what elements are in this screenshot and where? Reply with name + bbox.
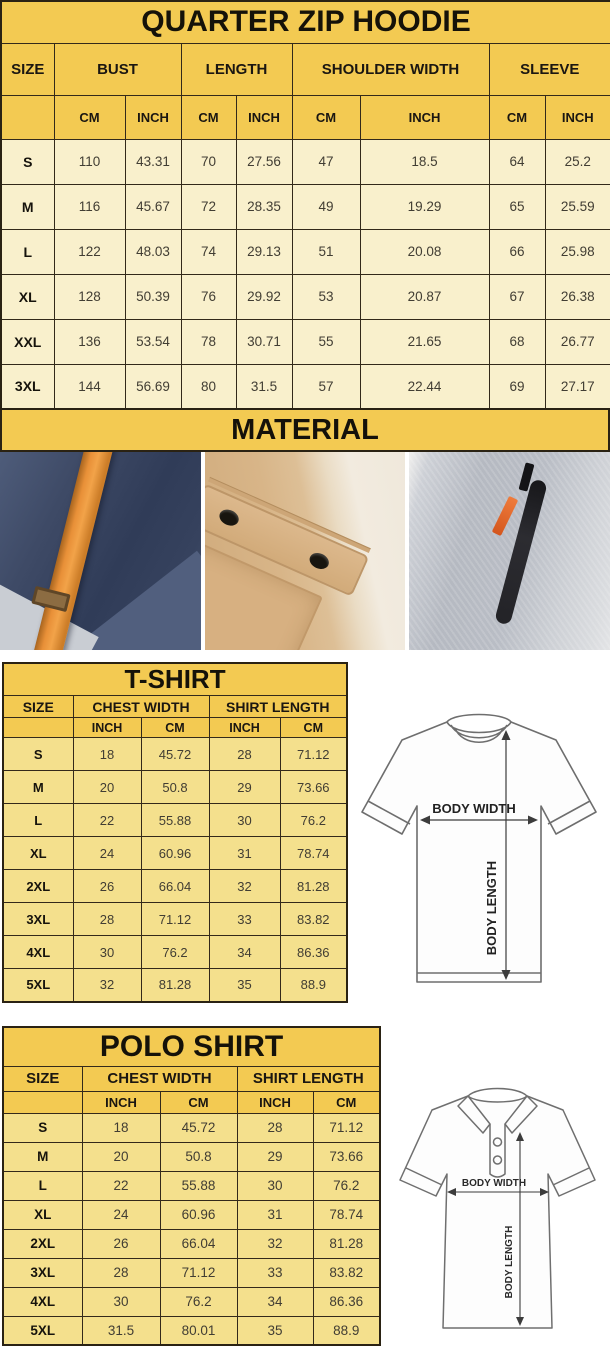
- size-label-cell: 3XL: [1, 364, 54, 409]
- group-header-size: SIZE: [1, 43, 54, 95]
- value-cell: 34: [237, 1287, 313, 1316]
- table-row: [1, 364, 610, 409]
- group-header-size: SIZE: [3, 696, 73, 718]
- value-cell: 50.8: [160, 1142, 237, 1171]
- unit-header-cell: CM: [160, 1091, 237, 1113]
- value-cell: 76.2: [141, 936, 209, 969]
- hoodie-title-row: [1, 1, 610, 43]
- value-cell: 22.44: [360, 364, 489, 409]
- value-cell: 60.96: [141, 837, 209, 870]
- value-cell: 66: [489, 229, 545, 274]
- group-header-length: LENGTH: [181, 43, 292, 95]
- polo-measure-diagram: [390, 1072, 602, 1344]
- value-cell: 78.74: [313, 1200, 380, 1229]
- value-cell: 64: [489, 139, 545, 184]
- value-cell: 128: [54, 274, 125, 319]
- size-label-cell: S: [3, 738, 73, 771]
- table-row: [3, 804, 347, 837]
- group-header-shirt-length: SHIRT LENGTH: [209, 696, 347, 718]
- zipper-pull-orange: [492, 496, 519, 536]
- value-cell: 144: [54, 364, 125, 409]
- value-cell: 22: [73, 804, 141, 837]
- value-cell: 83.82: [313, 1258, 380, 1287]
- value-cell: 25.98: [545, 229, 610, 274]
- unit-header-cell: INCH: [73, 718, 141, 738]
- unit-header-cell: INCH: [237, 1091, 313, 1113]
- tshirt-table-title: T-SHIRT: [3, 663, 347, 696]
- value-cell: 78: [181, 319, 236, 364]
- value-cell: 28.35: [236, 184, 292, 229]
- size-label-cell: 3XL: [3, 1258, 82, 1287]
- unit-header-cell: CM: [280, 718, 347, 738]
- unit-header-cell: INCH: [236, 95, 292, 139]
- value-cell: 45.72: [160, 1113, 237, 1142]
- value-cell: 81.28: [313, 1229, 380, 1258]
- value-cell: 74: [181, 229, 236, 274]
- size-label-cell: XL: [3, 1200, 82, 1229]
- value-cell: 34: [209, 936, 280, 969]
- value-cell: 60.96: [160, 1200, 237, 1229]
- value-cell: 30: [209, 804, 280, 837]
- value-cell: 26.38: [545, 274, 610, 319]
- value-cell: 50.8: [141, 771, 209, 804]
- table-row: [1, 139, 610, 184]
- table-row: [3, 1316, 380, 1345]
- value-cell: 18.5: [360, 139, 489, 184]
- value-cell: 55.88: [141, 804, 209, 837]
- value-cell: 18: [82, 1113, 160, 1142]
- value-cell: 25.2: [545, 139, 610, 184]
- size-label-cell: XL: [3, 837, 73, 870]
- snap-button: [307, 550, 331, 572]
- table-row: [3, 969, 347, 1002]
- value-cell: 136: [54, 319, 125, 364]
- hoodie-unit-header-row: [1, 95, 610, 139]
- tshirt-title-row: [3, 663, 347, 696]
- size-col-spacer: [3, 718, 73, 738]
- value-cell: 66.04: [141, 870, 209, 903]
- polo-table-title: POLO SHIRT: [3, 1027, 380, 1066]
- group-header-shirt-length: SHIRT LENGTH: [237, 1066, 380, 1091]
- value-cell: 80: [181, 364, 236, 409]
- value-cell: 53: [292, 274, 360, 319]
- size-label-cell: XL: [1, 274, 54, 319]
- value-cell: 30: [237, 1171, 313, 1200]
- value-cell: 53.54: [125, 319, 181, 364]
- table-row: [3, 1142, 380, 1171]
- value-cell: 27.17: [545, 364, 610, 409]
- value-cell: 88.9: [280, 969, 347, 1002]
- body-width-label: BODY WIDTH: [461, 1178, 526, 1189]
- value-cell: 30: [82, 1287, 160, 1316]
- size-label-cell: L: [3, 1171, 82, 1200]
- material-title: MATERIAL: [231, 413, 379, 446]
- size-label-cell: 3XL: [3, 903, 73, 936]
- value-cell: 72: [181, 184, 236, 229]
- value-cell: 20: [82, 1142, 160, 1171]
- value-cell: 81.28: [141, 969, 209, 1002]
- size-label-cell: M: [1, 184, 54, 229]
- tshirt-unit-header-row: [3, 718, 347, 738]
- value-cell: 122: [54, 229, 125, 274]
- value-cell: 80.01: [160, 1316, 237, 1345]
- value-cell: 51: [292, 229, 360, 274]
- unit-header-cell: CM: [141, 718, 209, 738]
- value-cell: 73.66: [280, 771, 347, 804]
- size-label-cell: 2XL: [3, 1229, 82, 1258]
- value-cell: 19.29: [360, 184, 489, 229]
- size-label-cell: M: [3, 1142, 82, 1171]
- table-row: [1, 319, 610, 364]
- table-row: [1, 229, 610, 274]
- value-cell: 57: [292, 364, 360, 409]
- size-label-cell: 2XL: [3, 870, 73, 903]
- polo-section: [0, 1026, 610, 1348]
- table-row: [3, 771, 347, 804]
- material-photos: [0, 452, 610, 650]
- table-row: [3, 1171, 380, 1200]
- unit-header-cell: CM: [292, 95, 360, 139]
- value-cell: 28: [82, 1258, 160, 1287]
- group-header-chest-width: CHEST WIDTH: [82, 1066, 237, 1091]
- polo-group-header-row: [3, 1066, 380, 1091]
- value-cell: 24: [82, 1200, 160, 1229]
- value-cell: 71.12: [280, 738, 347, 771]
- value-cell: 45.67: [125, 184, 181, 229]
- size-label-cell: XXL: [1, 319, 54, 364]
- material-photo-khaki-pocket: [205, 452, 406, 650]
- value-cell: 20: [73, 771, 141, 804]
- value-cell: 76.2: [160, 1287, 237, 1316]
- size-col-spacer: [1, 95, 54, 139]
- value-cell: 55.88: [160, 1171, 237, 1200]
- value-cell: 31.5: [236, 364, 292, 409]
- size-label-cell: M: [3, 771, 73, 804]
- value-cell: 33: [209, 903, 280, 936]
- value-cell: 68: [489, 319, 545, 364]
- value-cell: 76: [181, 274, 236, 319]
- group-header-bust: BUST: [54, 43, 181, 95]
- value-cell: 35: [237, 1316, 313, 1345]
- table-row: [1, 274, 610, 319]
- tshirt-section: [0, 662, 610, 1002]
- unit-header-cell: CM: [181, 95, 236, 139]
- table-row: [3, 738, 347, 771]
- table-row: [3, 837, 347, 870]
- tshirt-size-table: [2, 662, 348, 1003]
- unit-header-cell: INCH: [82, 1091, 160, 1113]
- size-label-cell: S: [1, 139, 54, 184]
- value-cell: 33: [237, 1258, 313, 1287]
- unit-header-cell: CM: [489, 95, 545, 139]
- table-row: [3, 1229, 380, 1258]
- unit-header-cell: INCH: [125, 95, 181, 139]
- value-cell: 20.08: [360, 229, 489, 274]
- table-row: [3, 1113, 380, 1142]
- table-row: [3, 903, 347, 936]
- value-cell: 30.71: [236, 319, 292, 364]
- value-cell: 28: [73, 903, 141, 936]
- value-cell: 24: [73, 837, 141, 870]
- size-label-cell: L: [3, 804, 73, 837]
- value-cell: 50.39: [125, 274, 181, 319]
- size-label-cell: L: [1, 229, 54, 274]
- value-cell: 110: [54, 139, 125, 184]
- value-cell: 20.87: [360, 274, 489, 319]
- hoodie-size-table: [0, 0, 610, 410]
- value-cell: 55: [292, 319, 360, 364]
- value-cell: 28: [209, 738, 280, 771]
- table-row: [1, 184, 610, 229]
- value-cell: 47: [292, 139, 360, 184]
- hoodie-table-title: QUARTER ZIP HOODIE: [1, 1, 610, 43]
- tshirt-measure-diagram: [354, 700, 604, 1000]
- spacer: [0, 1002, 610, 1026]
- value-cell: 22: [82, 1171, 160, 1200]
- value-cell: 78.74: [280, 837, 347, 870]
- polo-title-row: [3, 1027, 380, 1066]
- value-cell: 31: [237, 1200, 313, 1229]
- value-cell: 67: [489, 274, 545, 319]
- value-cell: 43.31: [125, 139, 181, 184]
- body-length-label: BODY LENGTH: [503, 1225, 515, 1299]
- group-header-size: SIZE: [3, 1066, 82, 1091]
- orange-drawcord: [28, 452, 116, 650]
- unit-header-cell: CM: [54, 95, 125, 139]
- value-cell: 32: [237, 1229, 313, 1258]
- value-cell: 26.77: [545, 319, 610, 364]
- table-row: [3, 1200, 380, 1229]
- value-cell: 32: [73, 969, 141, 1002]
- table-row: [3, 1258, 380, 1287]
- tshirt-diagram-box: [348, 662, 610, 1000]
- value-cell: 27.56: [236, 139, 292, 184]
- zipper-tape: [494, 478, 548, 625]
- value-cell: 70: [181, 139, 236, 184]
- value-cell: 28: [237, 1113, 313, 1142]
- value-cell: 26: [73, 870, 141, 903]
- value-cell: 18: [73, 738, 141, 771]
- value-cell: 29.92: [236, 274, 292, 319]
- group-header-sleeve: SLEEVE: [489, 43, 610, 95]
- unit-header-cell: INCH: [545, 95, 610, 139]
- value-cell: 45.72: [141, 738, 209, 771]
- size-label-cell: 4XL: [3, 1287, 82, 1316]
- size-label-cell: 5XL: [3, 969, 73, 1002]
- polo-size-table: [2, 1026, 381, 1346]
- value-cell: 56.69: [125, 364, 181, 409]
- value-cell: 49: [292, 184, 360, 229]
- value-cell: 35: [209, 969, 280, 1002]
- value-cell: 73.66: [313, 1142, 380, 1171]
- group-header-chest-width: CHEST WIDTH: [73, 696, 209, 718]
- value-cell: 66.04: [160, 1229, 237, 1258]
- tshirt-group-header-row: [3, 696, 347, 718]
- material-photo-grey-zip: [409, 452, 610, 650]
- unit-header-cell: CM: [313, 1091, 380, 1113]
- value-cell: 26: [82, 1229, 160, 1258]
- value-cell: 48.03: [125, 229, 181, 274]
- table-row: [3, 936, 347, 969]
- material-section-header: [0, 410, 610, 452]
- value-cell: 29.13: [236, 229, 292, 274]
- value-cell: 76.2: [313, 1171, 380, 1200]
- value-cell: 81.28: [280, 870, 347, 903]
- value-cell: 29: [209, 771, 280, 804]
- size-col-spacer: [3, 1091, 82, 1113]
- value-cell: 116: [54, 184, 125, 229]
- size-label-cell: 4XL: [3, 936, 73, 969]
- value-cell: 32: [209, 870, 280, 903]
- polo-unit-header-row: [3, 1091, 380, 1113]
- value-cell: 88.9: [313, 1316, 380, 1345]
- body-width-label: BODY WIDTH: [432, 801, 516, 816]
- hoodie-group-header-row: [1, 43, 610, 95]
- value-cell: 31.5: [82, 1316, 160, 1345]
- value-cell: 76.2: [280, 804, 347, 837]
- value-cell: 86.36: [313, 1287, 380, 1316]
- value-cell: 29: [237, 1142, 313, 1171]
- sleeve-pocket: [205, 462, 406, 650]
- size-label-cell: S: [3, 1113, 82, 1142]
- table-row: [3, 870, 347, 903]
- material-photo-navy-drawcord: [0, 452, 201, 650]
- polo-diagram-box: [381, 1026, 610, 1344]
- value-cell: 30: [73, 936, 141, 969]
- unit-header-cell: INCH: [209, 718, 280, 738]
- value-cell: 21.65: [360, 319, 489, 364]
- snap-button: [217, 507, 241, 529]
- spacer: [0, 650, 610, 662]
- body-length-label: BODY LENGTH: [484, 860, 500, 956]
- value-cell: 71.12: [160, 1258, 237, 1287]
- table-row: [3, 1287, 380, 1316]
- value-cell: 65: [489, 184, 545, 229]
- value-cell: 31: [209, 837, 280, 870]
- group-header-shoulder-width: SHOULDER WIDTH: [292, 43, 489, 95]
- value-cell: 69: [489, 364, 545, 409]
- value-cell: 86.36: [280, 936, 347, 969]
- size-label-cell: 5XL: [3, 1316, 82, 1345]
- value-cell: 25.59: [545, 184, 610, 229]
- value-cell: 83.82: [280, 903, 347, 936]
- value-cell: 71.12: [313, 1113, 380, 1142]
- value-cell: 71.12: [141, 903, 209, 936]
- unit-header-cell: INCH: [360, 95, 489, 139]
